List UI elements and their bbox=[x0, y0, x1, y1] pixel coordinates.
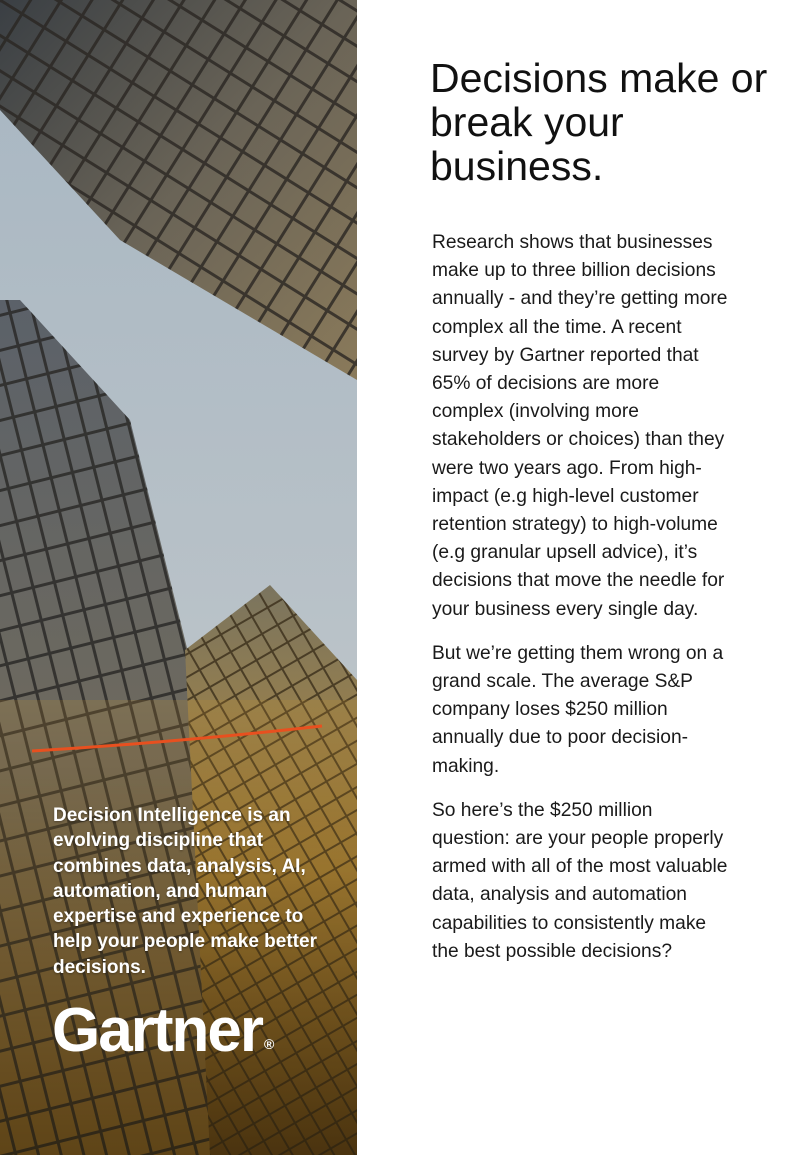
gartner-logo bbox=[52, 996, 274, 1081]
page-title: Decisions make or break your business. bbox=[430, 55, 768, 189]
logo-wordmark: Gartner bbox=[52, 996, 262, 1065]
registered-mark: ® bbox=[263, 1036, 275, 1052]
paragraph: Research shows that businesses make up to three billion decisions annually - and they’re getting more complex all the time. A recent survey by Gartner reported that 65% of decisions are more complex (involving more stakeholders or choices) than they were two years ago. From high-impact (e.g high-level customer retention strategy) to high-volume (e.g granular upsell advice), it’s decisions that move the needle for your business every single day. bbox=[432, 232, 728, 620]
paragraph: So here’s the $250 million question: are your people properly armed with all of the most valuable data, analysis and automation capabilities to consistently make the best possible decisions? bbox=[432, 799, 728, 962]
paragraph: But we’re getting them wrong on a grand scale. The average S&P company loses $250 million annually due to poor decision-making. bbox=[432, 642, 724, 777]
article-body bbox=[432, 229, 732, 982]
accent-line bbox=[0, 0, 357, 1155]
skyscraper-photo bbox=[0, 0, 357, 1155]
photo-caption: Decision Intelligence is an evolving discipline that combines data, analysis, AI, automation, and human expertise and experience to help your people make better decisions. bbox=[53, 805, 317, 978]
